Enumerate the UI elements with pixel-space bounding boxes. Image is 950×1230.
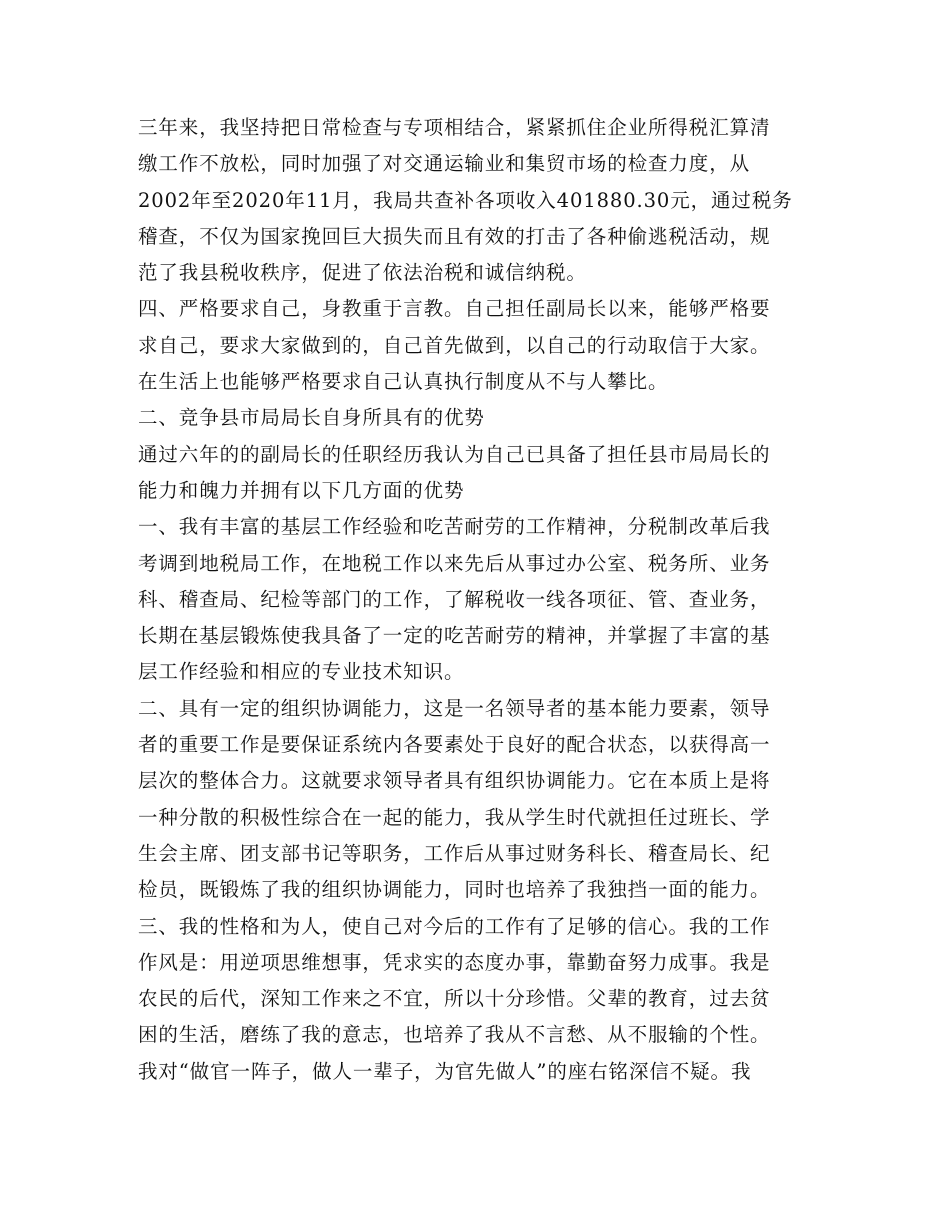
text-line: 我对“做官一阵子，做人一辈子，为官先做人”的座右铭深信不疑。我 — [138, 1059, 752, 1083]
text-line: 层工作经验和相应的专业技术知识。 — [138, 660, 465, 684]
text-line: 范了我县税收秩序，促进了依法治税和诚信纳税。 — [138, 261, 587, 285]
text-line: 一种分散的积极性综合在一起的能力，我从学生时代就担任过班长、学 — [138, 805, 771, 829]
text-line: 农民的后代，深知工作来之不宜，所以十分珍惜。父辈的教育，过去贫 — [138, 987, 771, 1011]
text-line: 二、具有一定的组织协调能力，这是一名领导者的基本能力要素，领导 — [138, 696, 771, 720]
text-line: 者的重要工作是要保证系统内各要素处于良好的配合状态，以获得高一 — [138, 733, 771, 757]
text-line: 检员，既锻炼了我的组织协调能力，同时也培养了我独挡一面的能力。 — [138, 878, 771, 902]
text-line: 困的生活，磨练了我的意志，也培养了我从不言愁、从不服输的个性。 — [138, 1023, 771, 1047]
text-line: 长期在基层锻炼使我具备了一定的吃苦耐劳的精神，并掌握了丰富的基 — [138, 624, 771, 648]
document-page — [138, 110, 818, 1090]
text-line: 三年来，我坚持把日常检查与专项相结合，紧紧抓住企业所得税汇算清 — [138, 116, 771, 139]
text-line: 作风是：用逆项思维想事，凭求实的态度办事，靠勤奋努力成事。我是 — [138, 950, 771, 974]
text-line: 四、严格要求自己，身教重于言教。自己担任副局长以来，能够严格要 — [138, 297, 771, 321]
text-line: 科、稽查局、纪检等部门的工作，了解税收一线各项征、管、查业务， — [138, 587, 771, 611]
text-line: 考调到地税局工作，在地税工作以来先后从事过办公室、税务所、业务 — [138, 551, 771, 575]
text-line: 在生活上也能够严格要求自己认真执行制度从不与人攀比。 — [138, 370, 669, 394]
text-line: 2002年至2020年11月，我局共查补各项收入401880.30元，通过税务 — [138, 188, 793, 212]
text-line: 一、我有丰富的基层工作经验和吃苦耐劳的工作精神，分税制改革后我 — [138, 515, 771, 539]
text-line: 通过六年的的副局长的任职经历我认为自己已具备了担任县市局局长的 — [138, 442, 771, 466]
text-line: 缴工作不放松，同时加强了对交通运输业和集贸市场的检查力度，从 — [138, 152, 751, 176]
text-line: 稽查，不仅为国家挽回巨大损失而且有效的打击了各种偷逃税活动，规 — [138, 224, 771, 248]
text-line: 三、我的性格和为人，使自己对今后的工作有了足够的信心。我的工作 — [138, 914, 771, 938]
text-line: 层次的整体合力。这就要求领导者具有组织协调能力。它在本质上是将 — [138, 769, 771, 793]
text-line: 求自己，要求大家做到的，自己首先做到，以自己的行动取信于大家。 — [138, 333, 771, 357]
section-heading: 二、竞争县市局局长自身所具有的优势 — [138, 406, 485, 430]
text-line: 能力和魄力并拥有以下几方面的优势 — [138, 478, 465, 502]
text-line: 生会主席、团支部书记等职务，工作后从事过财务科长、稽查局长、纪 — [138, 841, 771, 865]
